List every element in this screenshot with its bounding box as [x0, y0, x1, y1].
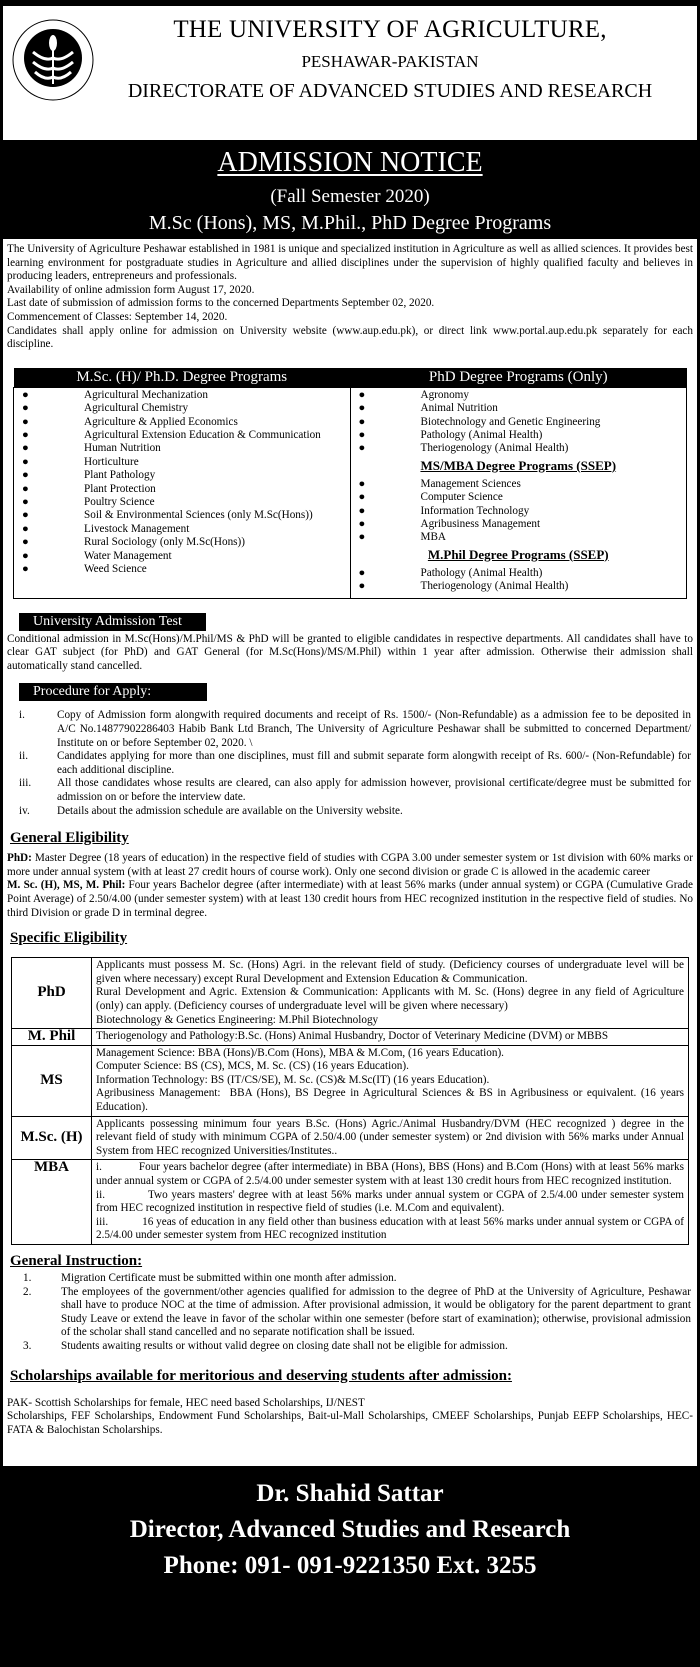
program-item: [351, 442, 687, 455]
list-item: [13, 805, 691, 819]
intro-last-date: Last date of submission of admission forms to the concerned Departments September 02, 2020.: [7, 297, 435, 310]
list-item: [17, 1286, 691, 1340]
degree-requirements: [92, 1045, 689, 1116]
program-item: [14, 536, 350, 549]
program-item: [351, 491, 687, 504]
programs-left-header: M.Sc. (H)/ Ph.D. Degree Programs: [14, 368, 351, 388]
program-name: Soil & Environmental Sciences (only M.Sc(Hons)): [84, 509, 313, 522]
degree-label: PhD: [12, 958, 92, 1029]
header: [3, 6, 697, 140]
specific-eligibility-table: [11, 957, 689, 1245]
eligibility-row: [12, 958, 689, 1029]
admission-test-heading: University Admission Test: [19, 613, 206, 631]
list-item: [17, 1340, 691, 1354]
program-item: [14, 429, 350, 442]
mphil-header: M.Phil Degree Programs (SSEP): [427, 546, 609, 562]
bullet-icon: ●: [22, 402, 29, 415]
bullet-icon: ●: [358, 531, 366, 544]
eligibility-row: [12, 1045, 689, 1116]
program-item: [351, 531, 687, 544]
item-text: Students awaiting results or without valid degree on closing date shall not be eligible for admission.: [61, 1339, 508, 1352]
university-name: THE UNIVERSITY OF AGRICULTURE,: [173, 16, 607, 43]
degree-requirements: [92, 1160, 689, 1245]
list-item: [13, 777, 691, 804]
notice-title: ADMISSION NOTICE: [217, 147, 483, 178]
scholarships-line-1: PAK- Scottish Scholarships for female, HEC need based Scholarships, IJ/NEST: [7, 1396, 365, 1409]
list-item: [13, 750, 691, 777]
program-item: [14, 389, 350, 402]
item-number: 2.: [23, 1285, 32, 1298]
program-name: Management Sciences: [420, 477, 521, 490]
bullet-icon: ●: [22, 442, 29, 455]
program-item: [14, 469, 350, 482]
list-item: [17, 1272, 691, 1286]
requirement-line: iii. 16 yeas of education in any field other than business education with at least 56% marks under annual system or CGPA of 2.5/4.00 under semester system from HEC recognized institution: [96, 1215, 687, 1242]
bullet-icon: ●: [358, 477, 366, 490]
bullet-icon: ●: [358, 580, 366, 593]
requirement-line: Agribusiness Management: BBA (Hons), BS Degree in Agricultural Sciences & BS in Agribusiness or equivalent. (16 years Education).: [96, 1087, 687, 1114]
program-name: Water Management: [84, 549, 172, 562]
phd-label: PhD:: [7, 852, 32, 865]
notice-programs: M.Sc (Hons), MS, M.Phil., PhD Degree Programs: [148, 212, 552, 234]
program-item: [351, 505, 687, 518]
program-name: MBA: [420, 531, 446, 544]
directorate-name: DIRECTORATE OF ADVANCED STUDIES AND RESEARCH: [127, 80, 653, 102]
general-eligibility-ms: [3, 879, 697, 920]
bullet-icon: ●: [358, 428, 366, 441]
bullet-icon: ●: [22, 428, 29, 441]
bullet-icon: ●: [358, 566, 366, 579]
bullet-icon: ●: [358, 388, 366, 401]
bullet-icon: ●: [22, 469, 29, 482]
bullet-icon: ●: [22, 388, 29, 401]
program-item: [14, 496, 350, 509]
degree-label: MBA: [12, 1160, 92, 1245]
program-name: Agricultural Extension Education & Communication: [84, 428, 321, 441]
ms-mba-header: MS/MBA Degree Programs (SSEP): [420, 457, 617, 473]
general-eligibility-heading: General Eligibility: [10, 830, 129, 847]
item-number: ii.: [19, 750, 29, 763]
program-item: [351, 416, 687, 429]
program-item: [14, 523, 350, 536]
bullet-icon: ●: [22, 496, 29, 508]
intro-form-availability: Availability of online admission form August 17, 2020.: [7, 283, 255, 296]
program-name: Information Technology: [420, 504, 530, 517]
bullet-icon: ●: [22, 509, 29, 522]
bullet-icon: ●: [358, 504, 366, 517]
director-designation: Director, Advanced Studies and Research: [129, 1516, 571, 1543]
admission-test-text: Conditional admission in M.Sc(Hons)/M.Phil/MS & PhD will be granted to eligible candidates in respective departments. All candidates shall have to clear GAT subject (for PhD) and GAT General (for M.Sc(Hons)/MS/M.Phil) within 1 year after admission. Otherwise their admission shall automatically stand cancelled.: [7, 632, 693, 672]
notice-semester: (Fall Semester 2020): [270, 186, 430, 207]
requirement-line: Applicants must possess M. Sc. (Hons) Agri. in the relevant field of study. (Deficiency courses of undergraduate level will be given where necessary) except Rural Development and Extension Education & Communication.: [96, 959, 687, 985]
director-name: Dr. Shahid Sattar: [256, 1480, 444, 1507]
program-name: Biotechnology and Genetic Engineering: [420, 415, 601, 428]
degree-label: M.Sc. (H): [12, 1116, 92, 1160]
program-name: Human Nutrition: [84, 442, 161, 455]
program-name: Agricultural Mechanization: [84, 388, 208, 401]
program-name: Agricultural Chemistry: [84, 402, 189, 415]
program-name: Theriogenology (Animal Health): [420, 580, 569, 593]
program-name: Rural Sociology (only M.Sc(Hons)): [84, 536, 245, 549]
contact-phone: Phone: 091- 091-9221350 Ext. 3255: [163, 1552, 537, 1579]
degree-requirements: [92, 958, 689, 1029]
program-item: [14, 509, 350, 522]
bullet-icon: ●: [22, 522, 29, 535]
procedure-heading: Procedure for Apply:: [19, 683, 207, 701]
item-text: Candidates applying for more than one disciplines, must fill and submit separate form alongwith receipt of Rs. 600/- (Non-Refundable) for each additional discipline.: [57, 750, 691, 776]
degree-label: MS: [12, 1045, 92, 1116]
requirement-line: Computer Science: BS (CS), MCS, M. Sc. (CS) (16 years Education).: [96, 1060, 409, 1073]
program-name: Horticulture: [84, 455, 139, 468]
program-item: [14, 550, 350, 563]
item-text: The employees of the government/other agencies qualified for admission to the degree of PhD at the University of Agriculture, Peshawar shall have to produce NOC at the time of admission. After provisional admission, it would be obligatory for the parent department to grant Study Leave or extend the leave in favor of the scholar within one semester (before start of examination); otherwise, provisional admission of the scholar shall stand cancelled and no separate notification shall be issued.: [61, 1285, 691, 1339]
item-text: All those candidates whose results are cleared, can also apply for admission however, provisional certificate/degree must be submitted for admission on or before the interview date.: [57, 777, 691, 803]
procedure-list: [3, 709, 697, 818]
bullet-icon: ●: [22, 549, 29, 562]
item-text: Migration Certificate must be submitted within one month after admission.: [61, 1272, 397, 1284]
program-item: [14, 442, 350, 455]
degree-label: M. Phil: [12, 1029, 92, 1046]
requirement-line: i. Four years bachelor degree (after intermediate) in BBA (Hons), BBS (Hons) and B.Com (Hons) with at least 56% marks under annual system or CGPA of 2.5/4.00 under semester system with at least 130 credit hours from HEC recognized institution.: [96, 1161, 687, 1188]
program-name: Poultry Science: [84, 496, 155, 508]
program-name: Agriculture & Applied Economics: [84, 415, 238, 428]
program-name: Pathology (Animal Health): [420, 428, 543, 441]
program-item: [351, 402, 687, 415]
intro-apply-online: Candidates shall apply online for admission on University website (www.aup.edu.pk), or direct link www.portal.aup.edu.pk separately for each discipline.: [7, 324, 693, 351]
program-name: Plant Pathology: [84, 469, 156, 482]
programs-right-header: PhD Degree Programs (Only): [350, 368, 687, 388]
bullet-icon: ●: [22, 563, 29, 576]
requirement-line: Theriogenology and Pathology:B.Sc. (Hons) Animal Husbandry, Doctor of Veterinary Medicine (DVM) or MBBS: [96, 1030, 609, 1043]
programs-right-list: [350, 387, 687, 598]
intro-paragraph: The University of Agriculture Peshawar established in 1981 is unique and specialized institution in Agriculture as well as allied sciences. It provides best learning environment for postgraduate studies in Agriculture and allied disciplines under the supervision of highly qualified faculty and believes in producing leaders, entrepreneurs and professionals.: [7, 243, 693, 283]
programs-left-list: [14, 387, 351, 598]
notice-banner: [3, 140, 697, 239]
item-number: iv.: [19, 804, 30, 817]
item-text: Copy of Admission form alongwith required documents and receipt of Rs. 1500/- (Non-Refundable) as a admission fee to be deposited in A/C No.14877902286403 Habib Bank Ltd Branch, The University of Agriculture Peshawar shall be submitted to concerned Department/ Institute on or before September 02, 2020. \: [57, 709, 691, 749]
bullet-icon: ●: [358, 518, 366, 530]
item-number: 1.: [23, 1272, 32, 1284]
program-name: Agronomy: [420, 388, 469, 401]
requirement-line: Rural Development and Agric. Extension & Communication: Applicants with M. Sc. (Hons) degree in any field of Agriculture (only) can apply. (Deficiency courses of undergraduate level will be given where necessary): [96, 986, 687, 1012]
program-item: [14, 456, 350, 469]
general-instruction-heading: General Instruction:: [10, 1253, 143, 1269]
university-logo-icon: [11, 18, 95, 102]
program-item: [14, 402, 350, 415]
program-item: [351, 518, 687, 531]
program-item: [351, 567, 687, 580]
bullet-icon: ●: [358, 491, 366, 504]
degree-requirements: [92, 1029, 689, 1046]
program-name: Agribusiness Management: [420, 518, 541, 530]
program-name: Pathology (Animal Health): [420, 566, 543, 579]
general-instruction-list: [3, 1272, 697, 1354]
specific-eligibility-heading: Specific Eligibility: [10, 930, 128, 947]
general-eligibility-phd: [3, 852, 697, 879]
bullet-icon: ●: [22, 536, 29, 549]
intro-text: [3, 239, 697, 352]
university-location: PESHAWAR-PAKISTAN: [301, 52, 479, 71]
item-number: iii.: [19, 777, 32, 790]
requirement-line: Management Science: BBA (Hons)/B.Com (Hons), MBA & M.Com, (16 years Education).: [96, 1046, 504, 1059]
phd-text: Master Degree (18 years of education) in the respective field of studies with CGPA 3.00 under semester system or 1st division with 60% marks or more under annual system (with at least 27 credit hours of course work). Only one second division or grade C is allowed in the academic career: [7, 852, 693, 878]
bullet-icon: ●: [22, 415, 29, 428]
program-item: [351, 389, 687, 402]
requirement-line: ii. Two years masters' degree with at least 56% marks under annual system or CGPA of 2.5/4.00 under semester system from HEC recognized institution in respective field of studies (i.e. M.Com and equivalent).: [96, 1188, 687, 1215]
eligibility-row: [12, 1029, 689, 1046]
program-item: [351, 429, 687, 442]
item-number: 3.: [23, 1339, 32, 1352]
footer-contact: [3, 1466, 697, 1664]
requirement-line: Applicants possessing minimum four years B.Sc. (Hons) Agric./Animal Husbandry/DVM (HEC recognized ) degree in the relevant field of study with minimum CGPA of 2.50/4.00 (under semester system) or 2nd division with 56% marks under Annual System from HEC recognized Universities/Institutes..: [96, 1117, 687, 1157]
eligibility-row: [12, 1160, 689, 1245]
program-name: Weed Science: [84, 563, 147, 576]
program-name: Livestock Management: [84, 522, 190, 535]
requirement-line: Biotechnology & Genetics Engineering: M.Phil Biotechnology: [96, 1013, 379, 1026]
item-number: i.: [19, 709, 25, 722]
scholarships-heading: Scholarships available for meritorious and deserving students after admission:: [10, 1367, 512, 1384]
degree-requirements: [92, 1116, 689, 1160]
ms-text: Four years Bachelor degree (after intermediate) with at least 56% marks (under annual system) or CGPA (Cumulative Grade Point Average) of 2.50/4.00 (under semester system) with at least 130 credit hours from HEC recognized institution in the respective field of studies. No third Division or grade D in terminal degree.: [7, 879, 693, 919]
program-item: [351, 478, 687, 491]
list-item: [13, 709, 691, 750]
intro-commencement: Commencement of Classes: September 14, 2020.: [7, 310, 228, 323]
bullet-icon: ●: [22, 482, 29, 495]
program-name: Plant Protection: [84, 482, 156, 495]
program-item: [14, 483, 350, 496]
program-name: Computer Science: [420, 491, 503, 504]
item-text: Details about the admission schedule are available on the University website.: [57, 804, 403, 817]
bullet-icon: ●: [358, 402, 366, 415]
scholarships-line-2: Scholarships, FEF Scholarships, Endowment Fund Scholarships, Bait-ul-Mall Scholarships, CMEEF Scholarships, Punjab EEFP Scholarships, HEC- FATA & Balochistan Scholarships.: [7, 1410, 693, 1436]
program-item: [14, 563, 350, 576]
bullet-icon: ●: [22, 455, 29, 468]
requirement-line: Information Technology: BS (IT/CS/SE), M. Sc. (CS)& M.Sc(IT) (16 years Education).: [96, 1073, 490, 1086]
program-name: Animal Nutrition: [420, 402, 498, 415]
eligibility-row: [12, 1116, 689, 1160]
program-name: Theriogenology (Animal Health): [420, 442, 569, 455]
program-item: [14, 416, 350, 429]
bullet-icon: ●: [358, 442, 366, 455]
programs-table: [13, 368, 687, 599]
program-item: [351, 580, 687, 593]
bullet-icon: ●: [358, 415, 366, 428]
ms-label: M. Sc. (H), MS, M. Phil:: [7, 879, 126, 892]
